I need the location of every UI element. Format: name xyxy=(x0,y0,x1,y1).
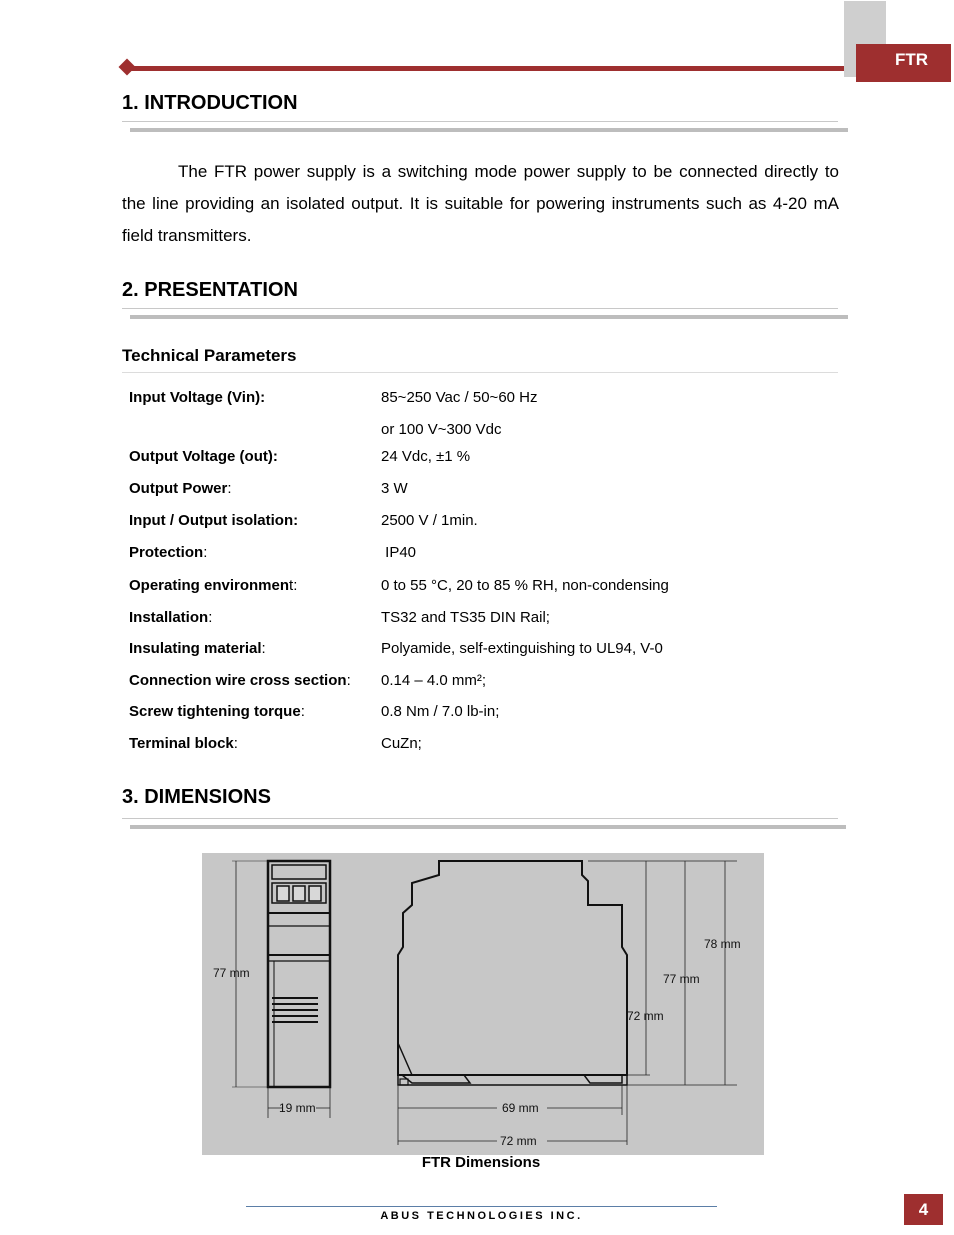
section-title-presentation: 2. PRESENTATION xyxy=(122,279,298,301)
param-label: Terminal block: xyxy=(129,735,238,752)
param-value: or 100 V~300 Vdc xyxy=(381,421,502,438)
dim-label-side-width-72: 72 mm xyxy=(500,1134,537,1148)
param-value: Polyamide, self-extinguishing to UL94, V-0 xyxy=(381,640,663,657)
diamond-icon xyxy=(119,59,136,76)
introduction-paragraph: The FTR power supply is a switching mode power supply to be connected directly to the line providing an isolated output. It is suitable for powering instruments such as 4-20 mA field transmitters. xyxy=(122,162,839,245)
section-rule-thick xyxy=(130,825,846,829)
param-label: Protection: xyxy=(129,544,208,561)
param-label: Output Power: xyxy=(129,480,232,497)
dimensions-drawing xyxy=(202,853,764,1155)
param-value: TS32 and TS35 DIN Rail; xyxy=(381,609,550,626)
dim-label-front-height: 77 mm xyxy=(213,966,250,980)
section-rule-thick xyxy=(130,128,848,132)
section-rule-thick xyxy=(130,315,848,319)
param-value: IP40 xyxy=(381,544,417,561)
param-label: Installation: xyxy=(129,609,213,626)
dim-label-side-72: 72 mm xyxy=(627,1009,664,1023)
footer-company: ABUS TECHNOLOGIES INC. xyxy=(380,1210,583,1222)
dim-label-side-78: 78 mm xyxy=(704,937,741,951)
param-label: Insulating material: xyxy=(129,640,266,657)
page-number: 4 xyxy=(918,1200,929,1219)
param-value: 2500 V / 1min. xyxy=(381,512,478,529)
section-rule-thin xyxy=(122,308,838,309)
param-value: 0 to 55 °C, 20 to 85 % RH, non-condensing xyxy=(381,577,669,594)
dim-label-front-width: 19 mm xyxy=(279,1101,316,1115)
param-label: Screw tightening torque: xyxy=(129,703,305,720)
section-rule-thin xyxy=(122,818,838,819)
header-rule xyxy=(126,66,844,71)
param-value: 85~250 Vac / 50~60 Hz xyxy=(381,389,538,406)
footer-rule xyxy=(246,1206,717,1207)
section-title-dimensions: 3. DIMENSIONS xyxy=(122,786,271,808)
header-tab-label: FTR xyxy=(895,50,929,69)
param-value: CuZn; xyxy=(381,735,422,752)
figure-caption: FTR Dimensions xyxy=(421,1154,541,1171)
dim-label-side-77: 77 mm xyxy=(663,972,700,986)
param-label: Input / Output isolation: xyxy=(129,512,299,529)
param-value: 0.8 Nm / 7.0 lb-in; xyxy=(381,703,500,720)
dimensions-figure xyxy=(202,853,764,1155)
section-title-introduction: 1. INTRODUCTION xyxy=(122,92,298,114)
section-rule-thin xyxy=(122,121,838,122)
technical-parameters-title: Technical Parameters xyxy=(122,346,297,365)
technical-parameters-rule xyxy=(122,372,838,373)
param-value: 0.14 – 4.0 mm²; xyxy=(381,672,487,689)
param-value: 3 W xyxy=(381,480,408,497)
param-label: Connection wire cross section: xyxy=(129,672,351,689)
param-label: Input Voltage (Vin): xyxy=(129,389,266,406)
param-label: Operating environment: xyxy=(129,577,298,594)
param-value: 24 Vdc, ±1 % xyxy=(381,448,471,465)
dim-label-side-width-69: 69 mm xyxy=(502,1101,539,1115)
param-label: Output Voltage (out): xyxy=(129,448,278,465)
